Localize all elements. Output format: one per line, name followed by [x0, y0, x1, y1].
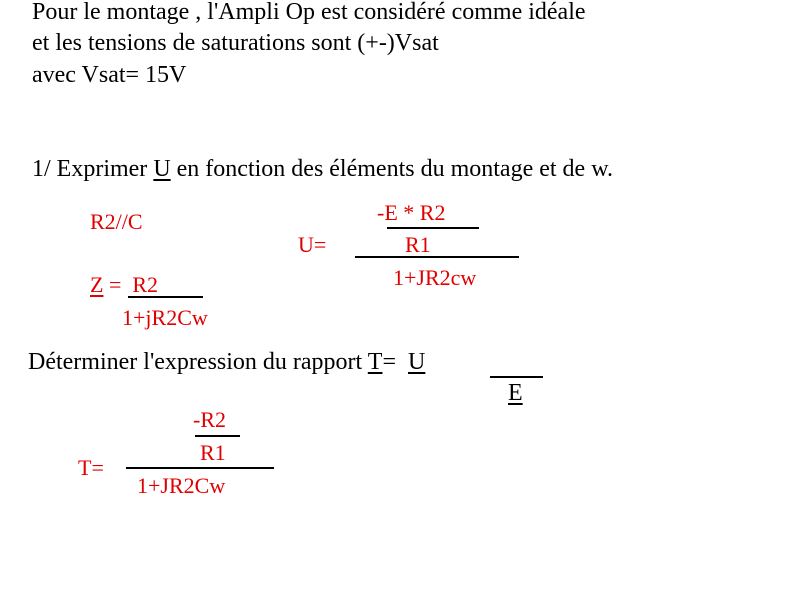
answer-u-denominator: 1+JR2cw — [393, 265, 477, 290]
question-2-num: U — [408, 349, 426, 375]
answer-t-inner-denominator: R1 — [200, 440, 226, 465]
question-1 — [32, 157, 613, 181]
question-1-suffix: en fonction des éléments du montage et de w. — [170, 156, 613, 182]
question-2-eq: = — [382, 349, 409, 375]
intro-line-3: avec Vsat= 15V — [32, 62, 187, 88]
question-2-prefix: Déterminer l'expression du rapport — [28, 349, 368, 375]
answer-u-label: U= — [298, 232, 327, 257]
answer-u-inner-fraction-bar — [387, 227, 479, 229]
intro-line-2: et les tensions de saturations sont (+-)Vsat — [32, 30, 439, 56]
answer-u-num-e: -E — [377, 200, 398, 225]
answer-z-label: Z — [90, 272, 104, 297]
answer-u-main-fraction-bar — [355, 256, 519, 258]
answer-t-inner-fraction-bar — [195, 435, 240, 437]
question-2-den: E — [508, 380, 523, 406]
answer-t-main-fraction-bar — [126, 467, 274, 469]
question-2-fraction-bar — [490, 376, 543, 378]
question-2-var: T — [367, 349, 383, 375]
answer-z-expression — [90, 274, 158, 296]
intro-line-1: Pour le montage , l'Ampli Op est considéré comme idéale — [32, 0, 586, 25]
question-1-var: U — [153, 156, 171, 182]
answer-u-num-mult: * R2 — [397, 200, 446, 225]
answer-t-label: T= — [78, 455, 104, 480]
answer-z-fraction-bar — [128, 296, 203, 298]
answer-z-numerator: = R2 — [103, 272, 159, 297]
answer-t-denominator: 1+JR2Cw — [137, 473, 226, 498]
answer-u-inner-denominator: R1 — [405, 232, 431, 257]
answer-t-numerator: -R2 — [193, 407, 226, 432]
answer-parallel: R2//C — [90, 209, 143, 234]
answer-u-numerator — [377, 202, 445, 224]
answer-z-denominator: 1+jR2Cw — [122, 305, 208, 330]
question-1-prefix: 1/ Exprimer — [32, 156, 154, 182]
question-2 — [28, 350, 425, 374]
